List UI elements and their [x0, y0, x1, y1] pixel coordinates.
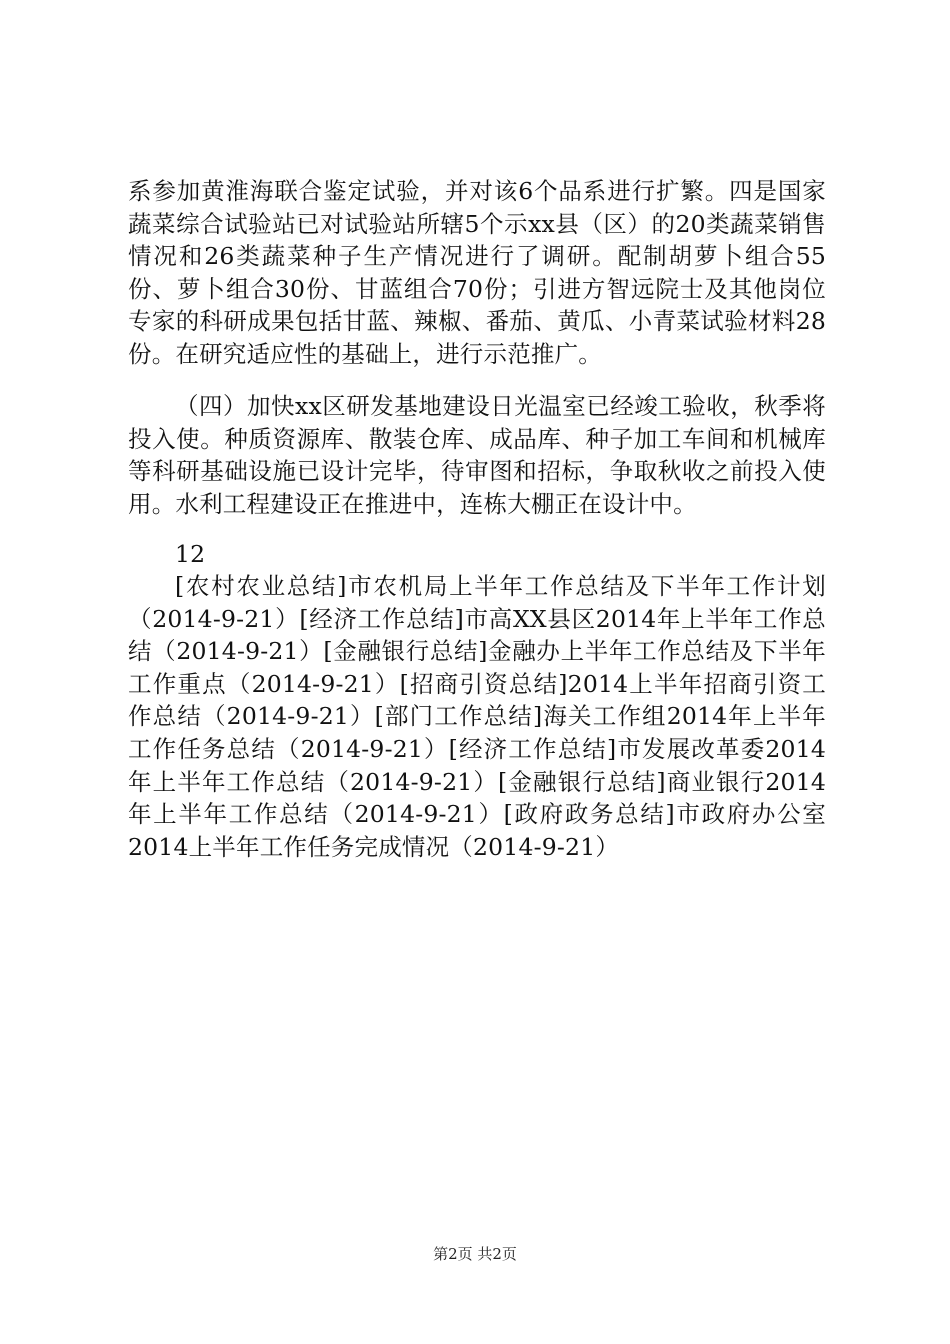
paragraph-base-construction: （四）加快xx区研发基地建设日光温室已经竣工验收，秋季将投入使。种质资源库、散装仓库、成品库、种子加工车间和机械库等科研基础设施已设计完毕，待审图和招标，争取秋收之前投入使用。水利工程建设正在推进中，连栋大棚正在设计中。	[128, 392, 826, 518]
page-footer: 第2页 共2页	[433, 1245, 517, 1263]
paragraph-progress-report: 系参加黄淮海联合鉴定试验，并对该6个品系进行扩繁。四是国家蔬菜综合试验站已对试验站所辖5个示xx县（区）的20类蔬菜销售情况和26类蔬菜种子生产情况进行了调研。配制胡萝卜组合55份、萝卜组合30份、甘蓝组合70份；引进方智远院士及其他岗位专家的科研成果包括甘蓝、辣椒、番茄、黄瓜、小青菜试验材料28份。在研究适应性的基础上，进行示范推广。	[128, 177, 826, 368]
inline-page-number: 12	[175, 540, 206, 568]
related-articles-list: [农村农业总结]市农机局上半年工作总结及下半年工作计划（2014-9-21）[经济工作总结]市高XX县区2014年上半年工作总结（2014-9-21）[金融银行总结]金融办上半年工作总结及下半年工作重点（2014-9-21）[招商引资总结]2014上半年招商引资工作总结（2014-9-21）[部门工作总结]海关工作组2014年上半年工作任务总结（2014-9-21）[经济工作总结]市发展改革委2014年上半年工作总结（2014-9-21）[金融银行总结]商业银行2014年上半年工作总结（2014-9-21）[政府政务总结]市政府办公室2014上半年工作任务完成情况（2014-9-21）	[128, 572, 826, 861]
